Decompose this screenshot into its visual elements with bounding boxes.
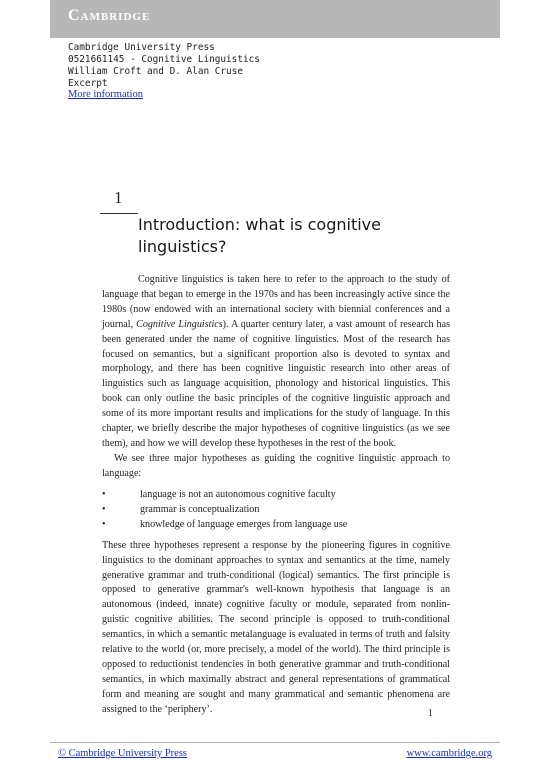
bullet-icon: • bbox=[102, 518, 106, 530]
list-item-text: grammar is conceptualization bbox=[140, 503, 260, 515]
website-link[interactable]: www.cambridge.org bbox=[406, 748, 492, 759]
book-metadata bbox=[68, 42, 260, 90]
meta-isbn-title: 0521661145 - Cognitive Linguistics bbox=[68, 54, 260, 65]
paragraph-1-part-2: ). A quarter century later, a vast amount of research has been generated under the name of cognitive linguistics. Most of the research has focused on semantics, but a significant proportion also is devoted to syntax and morphology, and there has been cognitive linguistic research into other areas of linguistics such as language acquisition, phonology and historical linguistics. This book can only outline the basic principles of the cognitive linguistic approach and some of its more important results and implications for the study of language. In this chapter, we briefly describe the major hypotheses of cognitive linguistics (as we see them), and how we will develop these hypotheses in the rest of the book. bbox=[102, 318, 451, 449]
list-item bbox=[102, 518, 450, 533]
meta-authors: William Croft and D. Alan Cruse bbox=[68, 66, 243, 77]
footer-divider bbox=[50, 742, 500, 743]
list-item-text: language is not an autonomous cognitive faculty bbox=[140, 488, 336, 500]
chapter-number: 1 bbox=[114, 188, 123, 207]
list-item-text: knowledge of language emerges from language use bbox=[140, 518, 348, 530]
journal-title: Cognitive Linguistics bbox=[136, 318, 223, 330]
list-item bbox=[102, 503, 450, 518]
bullet-icon: • bbox=[102, 503, 106, 515]
publisher-logo: Cambridge bbox=[68, 7, 151, 24]
meta-excerpt-label: Excerpt bbox=[68, 78, 108, 89]
publisher-banner bbox=[50, 0, 500, 38]
page-number: 1 bbox=[428, 708, 433, 719]
chapter-rule bbox=[100, 213, 138, 214]
hypotheses-list bbox=[102, 488, 450, 533]
chapter-title: Introduction: what is cognitive linguistics? bbox=[138, 215, 381, 256]
list-item bbox=[102, 488, 450, 503]
paragraph-2: We see three major hypotheses as guiding the cognitive linguistic approach to language: bbox=[102, 452, 450, 479]
meta-publisher: Cambridge University Press bbox=[68, 42, 215, 53]
bullet-icon: • bbox=[102, 488, 106, 500]
paragraph-3: These three hypotheses represent a response by the pioneering figures in cognitive linguistics to the dominant approaches to syntax and semantics at the time, namely generative grammar and truth-conditional (logical) semantics. The first principle is opposed to generative grammar's well-known hypothesis that language is an autonomous (indeed, innate) cognitive faculty or module, separated from nonlinguistic cognitive abilities. The second principle is opposed to truth-conditional semantics, in which a semantic metalanguage is evaluated in terms of truth and falsity relative to the world (or, more precisely, a model of the world). The third principle is opposed to reductionist tendencies in both generative grammar and truth-conditional semantics, in which maximally abstract and general representations of grammatical form and meaning are sought and many grammatical and semantic phenomena are assigned to the ‘periphery’. bbox=[102, 539, 450, 715]
paragraph-1-part-1: Cognitive linguistics is taken here to refer to the approach to the study of language that began to emerge in the 1970s and has been increasingly active since the 1980s (now endowed with an international society with biennial conferences and a journal, bbox=[102, 274, 450, 330]
paragraph-1 bbox=[102, 273, 450, 452]
copyright-link[interactable]: © Cambridge University Press bbox=[58, 748, 188, 759]
more-information-link[interactable]: More information bbox=[68, 89, 143, 100]
chapter-body bbox=[102, 273, 450, 718]
